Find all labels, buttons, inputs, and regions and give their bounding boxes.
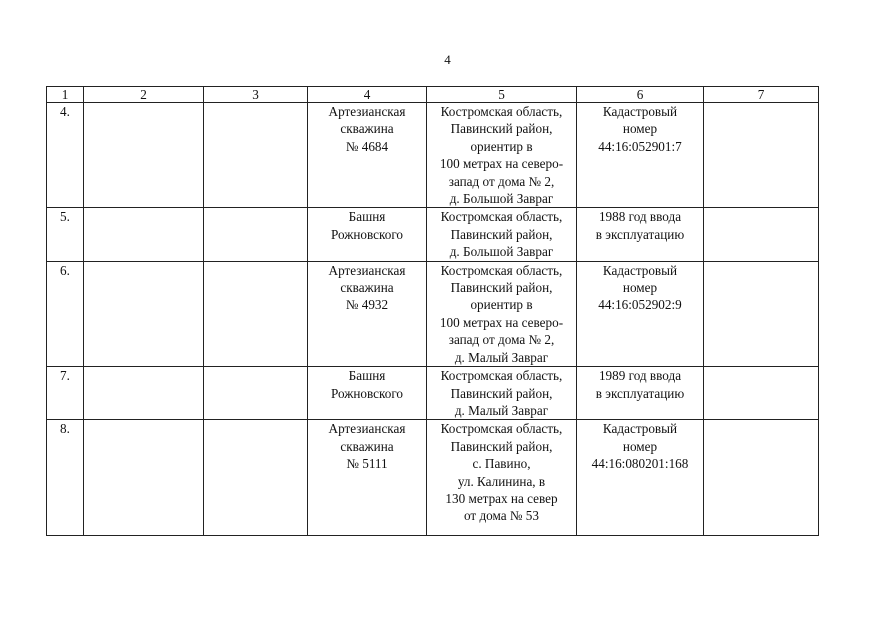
location-line: 100 метрах на северо- xyxy=(439,156,564,172)
location-line: Павинский район, xyxy=(450,385,553,401)
location-line: запад от дома № 2, xyxy=(448,332,555,348)
location-cell xyxy=(427,261,577,366)
object-name-cell xyxy=(308,261,427,366)
object-name-line: № 5111 xyxy=(346,456,388,472)
location-line: Павинский район, xyxy=(450,280,553,296)
details-line: номер xyxy=(622,438,658,454)
object-name-line: № 4932 xyxy=(345,297,389,313)
row-number: 7. xyxy=(47,367,84,420)
object-name-cell xyxy=(308,420,427,536)
location-line: Костромская область, xyxy=(440,262,563,278)
registry-table xyxy=(46,86,819,536)
cell-col3 xyxy=(204,103,308,208)
object-name-line: Башня xyxy=(348,209,386,225)
location-line: ориентир в xyxy=(470,297,533,313)
row-number: 4. xyxy=(47,103,84,208)
object-name-line: Артезианская xyxy=(328,421,406,437)
location-line: с. Павино, xyxy=(472,456,531,472)
location-line: запад от дома № 2, xyxy=(448,173,555,189)
cell-col7 xyxy=(704,103,819,208)
location-line: д. Малый Завраг xyxy=(454,349,549,365)
location-line: 100 метрах на северо- xyxy=(439,314,564,330)
column-header-1: 1 xyxy=(47,87,84,103)
location-cell xyxy=(427,208,577,261)
details-line: в эксплуатацию xyxy=(595,385,685,401)
details-cell xyxy=(577,208,704,261)
column-header-3: 3 xyxy=(204,87,308,103)
location-line: Павинский район, xyxy=(450,438,553,454)
object-name-cell xyxy=(308,208,427,261)
object-name-line: Артезианская xyxy=(328,262,406,278)
location-line: Павинский район, xyxy=(450,226,553,242)
details-line: 44:16:080201:168 xyxy=(591,456,689,472)
details-cell xyxy=(577,261,704,366)
details-line: в эксплуатацию xyxy=(595,226,685,242)
cell-col7 xyxy=(704,420,819,536)
details-cell xyxy=(577,367,704,420)
location-cell xyxy=(427,420,577,536)
column-header-2: 2 xyxy=(84,87,204,103)
object-name-line: скважина xyxy=(340,438,394,454)
row-number: 5. xyxy=(47,208,84,261)
table-row xyxy=(47,208,819,261)
cell-col3 xyxy=(204,420,308,536)
location-line: д. Малый Завраг xyxy=(454,402,549,418)
object-name-line: скважина xyxy=(340,280,394,296)
object-name-line: № 4684 xyxy=(345,138,389,154)
details-line: номер xyxy=(622,280,658,296)
object-name-line: Рожновского xyxy=(330,385,404,401)
details-line: Кадастровый xyxy=(602,104,678,119)
page-number: 4 xyxy=(444,52,451,67)
cell-col3 xyxy=(204,367,308,420)
details-line: 44:16:052901:7 xyxy=(598,138,682,154)
location-line: д. Большой Завраг xyxy=(449,244,554,260)
location-line: Костромская область, xyxy=(440,368,563,384)
object-name-line: скважина xyxy=(340,121,394,137)
cell-col2 xyxy=(84,208,204,261)
cell-col2 xyxy=(84,261,204,366)
details-line: Кадастровый xyxy=(602,421,678,437)
column-header-7: 7 xyxy=(704,87,819,103)
cell-col7 xyxy=(704,261,819,366)
cell-col2 xyxy=(84,367,204,420)
cell-col2 xyxy=(84,103,204,208)
details-cell xyxy=(577,103,704,208)
details-cell xyxy=(577,420,704,536)
object-name-line: Артезианская xyxy=(328,104,406,119)
header-row xyxy=(47,87,819,103)
table-row xyxy=(47,420,819,536)
details-line: 1988 год ввода xyxy=(598,209,682,225)
details-line: 1989 год ввода xyxy=(598,368,682,384)
location-cell xyxy=(427,367,577,420)
object-name-line: Рожновского xyxy=(330,226,404,242)
object-name-line: Башня xyxy=(348,368,386,384)
location-line: д. Большой Завраг xyxy=(449,191,554,207)
details-line: номер xyxy=(622,121,658,137)
cell-col7 xyxy=(704,208,819,261)
object-name-cell xyxy=(308,103,427,208)
cell-col7 xyxy=(704,367,819,420)
object-name-cell xyxy=(308,367,427,420)
column-header-6: 6 xyxy=(577,87,704,103)
location-line: от дома № 53 xyxy=(463,508,539,524)
table-row xyxy=(47,103,819,208)
cell-col3 xyxy=(204,208,308,261)
cell-col3 xyxy=(204,261,308,366)
location-cell xyxy=(427,103,577,208)
details-line: Кадастровый xyxy=(602,262,678,278)
table-row xyxy=(47,367,819,420)
column-header-5: 5 xyxy=(427,87,577,103)
row-number: 6. xyxy=(47,261,84,366)
table-row xyxy=(47,261,819,366)
location-line: ул. Калинина, в xyxy=(457,473,546,489)
row-number: 8. xyxy=(47,420,84,536)
location-line: Костромская область, xyxy=(440,104,563,119)
location-line: ориентир в xyxy=(470,138,533,154)
column-header-4: 4 xyxy=(308,87,427,103)
location-line: Павинский район, xyxy=(450,121,553,137)
cell-col2 xyxy=(84,420,204,536)
location-line: Костромская область, xyxy=(440,421,563,437)
location-line: 130 метрах на север xyxy=(445,490,558,506)
location-line: Костромская область, xyxy=(440,209,563,225)
details-line: 44:16:052902:9 xyxy=(598,297,682,313)
